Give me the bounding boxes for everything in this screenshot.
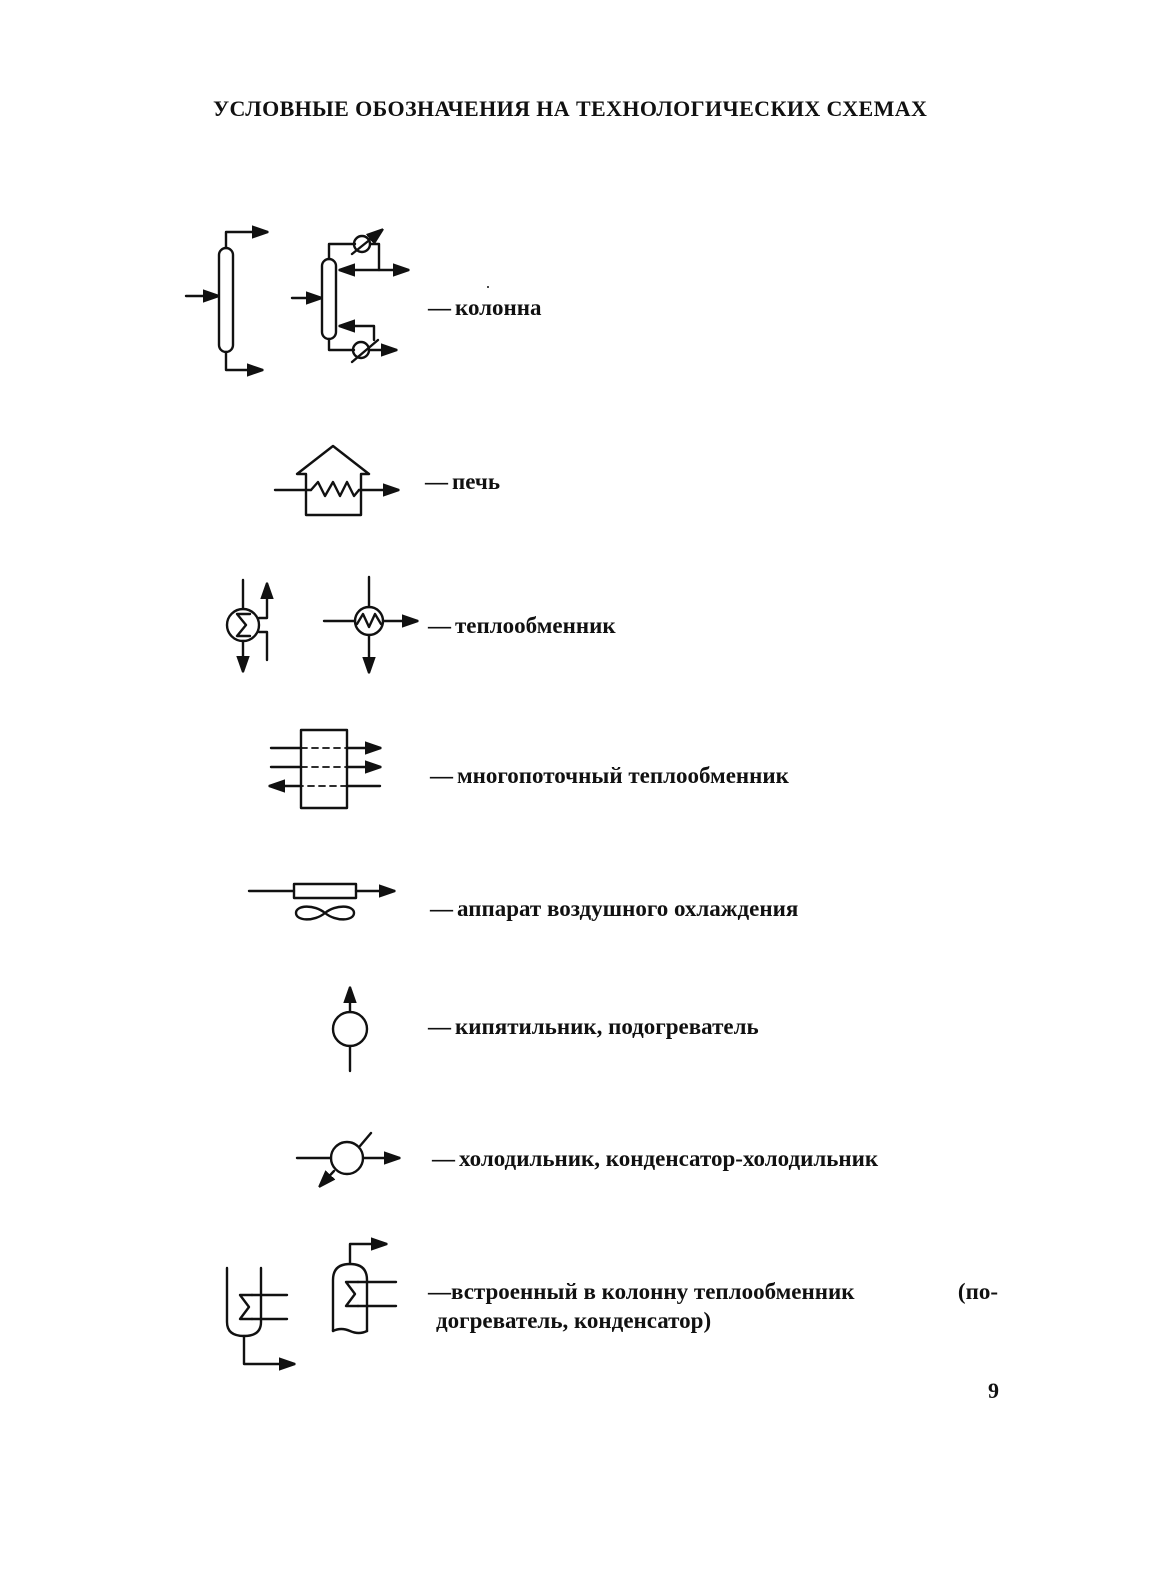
multistream-heat-exchanger-icon	[270, 730, 380, 808]
heat-exchanger-icon	[324, 577, 417, 672]
heat-exchanger-shell-tube-icon	[227, 580, 267, 671]
furnace-icon	[275, 446, 398, 515]
air-cooler-icon	[249, 884, 394, 919]
legend-text: печь	[452, 469, 501, 494]
legend-label-built-in-heat-exchanger	[428, 1277, 998, 1335]
legend-label-furnace	[425, 467, 500, 496]
legend-dash: —	[425, 469, 448, 494]
legend-text: многопоточный теплообменник	[457, 763, 789, 788]
legend-text-hyphenated: (по-	[957, 1279, 998, 1304]
legend-dash: —	[428, 295, 451, 320]
legend-text: теплообменник	[455, 613, 616, 638]
legend-label-multistream-heat-exchanger	[430, 761, 789, 790]
built-in-condenser-icon	[333, 1244, 396, 1333]
legend-text: холодильник, конденсатор-холодильник	[459, 1146, 879, 1171]
cooler-icon	[297, 1133, 399, 1186]
legend-label-column	[428, 293, 542, 322]
legend-label-reboiler	[428, 1012, 759, 1041]
column-with-condenser-reboiler-icon	[292, 230, 408, 362]
legend-dash: —	[430, 763, 453, 788]
legend-dash: —	[430, 896, 453, 921]
legend-label-air-cooler	[430, 894, 798, 923]
page-title: УСЛОВНЫЕ ОБОЗНАЧЕНИЯ НА ТЕХНОЛОГИЧЕСКИХ СХЕМАХ	[213, 96, 928, 121]
legend-label-line-2: догреватель, конденсатор)	[436, 1308, 712, 1333]
page-number: 9	[988, 1378, 999, 1403]
legend-text: встроенный в колонну теплообменник	[451, 1279, 855, 1304]
legend-dash: —	[432, 1146, 455, 1171]
legend-dash: —	[428, 1014, 451, 1039]
legend-label-cooler	[432, 1144, 878, 1173]
legend-dash: —	[428, 613, 451, 638]
column-simple-icon	[186, 232, 267, 370]
legend-label-line-1	[428, 1277, 998, 1306]
legend-text: аппарат воздушного охлаждения	[457, 896, 799, 921]
legend-text: колонна	[455, 295, 542, 320]
legend-text: кипятильник, подогреватель	[455, 1014, 759, 1039]
reboiler-icon	[333, 988, 367, 1071]
legend-label-heat-exchanger	[428, 611, 616, 640]
built-in-reboiler-icon	[227, 1268, 294, 1364]
legend-dash: —	[428, 1279, 451, 1304]
